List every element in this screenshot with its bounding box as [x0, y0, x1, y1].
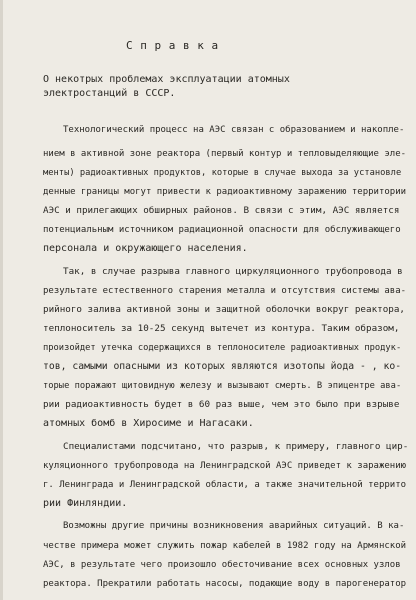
paragraph-line: менты) радиоактивных продуктов, которые в случае выхода за установле: [43, 168, 402, 178]
paragraph-line: Возможны другие причины возникновения аварийных ситуаций. В ка-: [63, 521, 405, 531]
paragraph-line: торые поражают щитовидную железу и вызывают смерть. В эпицентре ава-: [43, 381, 402, 391]
paragraph-line: произойдет утечка содержащихся в теплоносителе радиоактивных продук-: [43, 343, 402, 353]
subject-line: электростанций в СССР.: [43, 88, 176, 99]
paragraph-line: Технологический процесс на АЭС связан с образованием и накопле-: [63, 125, 405, 135]
paragraph-line: рии Финляндии.: [43, 498, 128, 509]
paragraph-line: тов, самыми опасными из которых являются изотопы йода - , ко-: [43, 361, 402, 372]
paragraph-line: АЭС и прилегающих обширных районов. В связи с этим, АЭС является: [43, 205, 400, 216]
page-edge: [0, 0, 3, 600]
paragraph-line: потенциальным источником радиационной опасности для обслуживающего: [43, 225, 401, 235]
paragraph-line: нием в активной зоне реактора (первый контур и тепловыделяющие эле-: [43, 149, 407, 159]
paragraph-line: АЭС, в результате чего произошло обесточивание всех основных узлов: [43, 560, 401, 570]
paragraph-line: честве примера может служить пожар кабелей в 1982 году на Армянской: [43, 541, 407, 551]
paragraph-line: денные границы могут привести к радиоактивному заражению территории: [43, 187, 407, 197]
paragraph-line: Так, в случае разрыва главного циркуляционного трубопровода в: [63, 266, 403, 277]
paragraph-line: Специалистами подсчитано, что разрыв, к примеру, главного цир-: [63, 441, 409, 452]
paragraph-line: рии радиоактивность будет в 60 раз выше, чем это было при взрыве: [43, 399, 400, 410]
paragraph-line: результате естественного старения металла и отсутствия системы ава-: [43, 286, 407, 296]
paragraph-line: персонала и окружающего населения.: [43, 243, 248, 254]
paragraph-line: рийного залива активной зоны и защитной оболочки вокруг реактора,: [43, 304, 405, 315]
page-title: С п р а в к а: [126, 39, 219, 52]
paragraph-line: г. Ленинграда и Ленинградской области, а также значительной террито: [43, 480, 407, 490]
paragraph-line: атомных бомб в Хиросиме и Нагасаки.: [43, 418, 254, 429]
paragraph-line: куляционного трубопровода на Ленинградской АЭС приведет к заражению: [43, 461, 407, 471]
paragraph-line: теплоноситель за 10-25 секунд вытечет из контура. Таким образом,: [43, 323, 400, 334]
subject-line: О некотрых проблемах эксплуатации атомных: [43, 74, 290, 85]
paragraph-line: реактора. Прекратили работать насосы, подающие воду в парогенератор: [43, 579, 407, 589]
